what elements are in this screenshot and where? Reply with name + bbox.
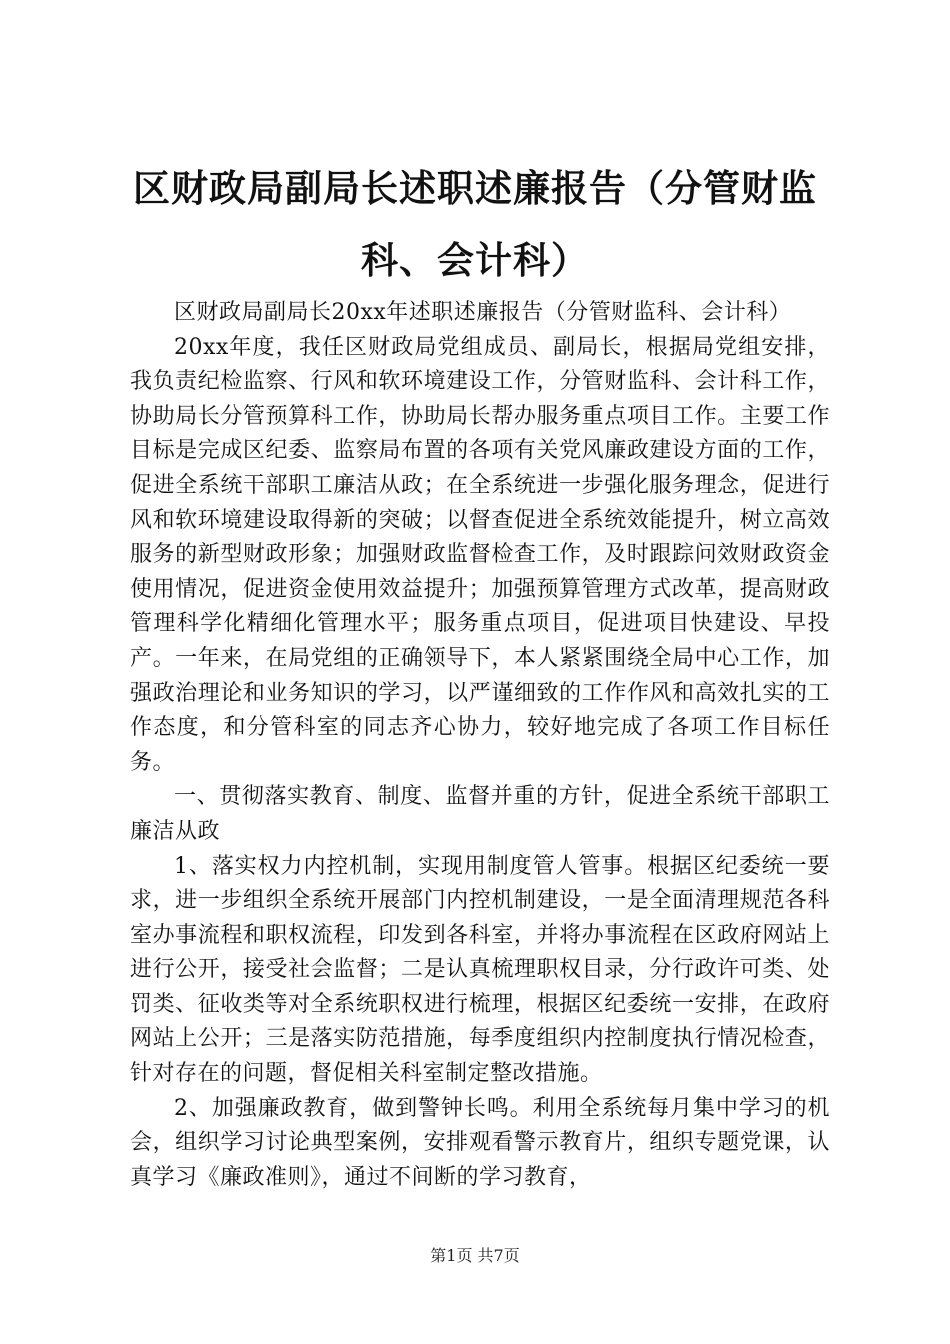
document-title: 区财政局副局长述职述廉报告（分管财监科、会计科） <box>133 166 817 282</box>
paragraph-section-heading: 一、贯彻落实教育、制度、监督并重的方针，促进全系统干部职工廉洁从政 <box>130 784 830 844</box>
page-number-footer: 第1页 共7页 <box>430 1246 520 1265</box>
paragraph-intro: 20xx年度，我任区财政局党组成员、副局长，根据局党组安排，我负责纪检监察、行风和软环境建设工作，分管财监科、会计科工作，协助局长分管预算科工作，协助局长帮办服务重点项目工作。主要工作目标是完成区纪委、监察局布置的各项有关党风廉政建设方面的工作，促进全系统干部职工廉洁从政；在全系统进一步强化服务理念，促进行风和软环境建设取得新的突破；以督查促进全系统效能提升，树立高效服务的新型财政形象；加强财政监督检查工作，及时跟踪问效财政资金使用情况，促进资金使用效益提升；加强预算管理方式改革，提高财政管理科学化精细化管理水平；服务重点项目，促进项目快建设、早投产。一年来，在局党组的正确领导下，本人紧紧围绕全局中心工作，加强政治理论和业务知识的学习，以严谨细致的工作作风和高效扎实的工作态度，和分管科室的同志齐心协力，较好地完成了各项工作目标任务。 <box>130 334 830 775</box>
paragraph-subtitle: 区财政局副局长20xx年述职述廉报告（分管财监科、会计科） <box>174 300 792 325</box>
document-body <box>130 296 830 1195</box>
paragraph-item-2: 2、加强廉政教育，做到警钟长鸣。利用全系统每月集中学习的机会，组织学习讨论典型案例，安排观看警示教育片，组织专题党课，认真学习《廉政准则》，通过不间断的学习教育， <box>130 1095 830 1190</box>
paragraph-item-1: 1、落实权力内控机制，实现用制度管人管事。根据区纪委统一要求，进一步组织全系统开展部门内控机制建设，一是全面清理规范各科室办事流程和职权流程，印发到各科室，并将办事流程在区政府网站上进行公开，接受社会监督；二是认真梳理职权目录，分行政许可类、处罚类、征收类等对全系统职权进行梳理，根据区纪委统一安排，在政府网站上公开；三是落实防范措施，每季度组织内控制度执行情况检查，针对存在的问题，督促相关科室制定整改措施。 <box>130 853 830 1087</box>
